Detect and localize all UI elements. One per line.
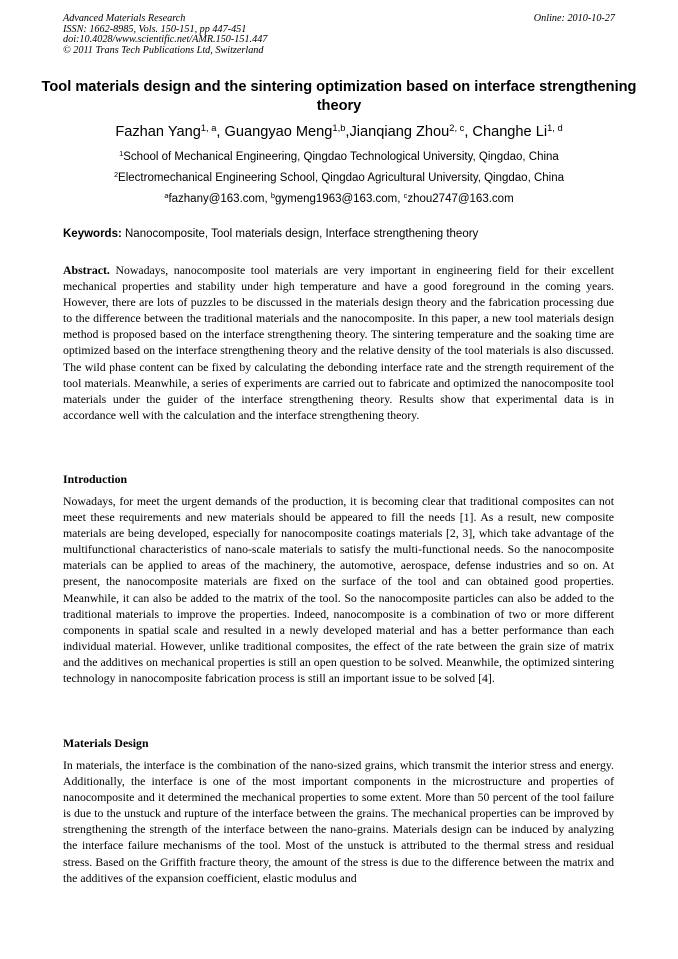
author bbox=[115, 124, 224, 140]
author-affiliation-mark: 1, d bbox=[547, 122, 563, 133]
issn-line: ISSN: 1662-8985, Vols. 150-151, pp 447-451 bbox=[63, 23, 247, 35]
abstract-label: Abstract. bbox=[63, 263, 110, 277]
author-name: Jianqiang Zhou bbox=[349, 124, 450, 140]
email-list bbox=[30, 192, 648, 206]
abstract-text: Nowadays, nanocomposite tool materials are very important in engineering field for their excellent mechanical properties and stability under high temperature and have a good foreground in the coming years. However, there are lots of puzzles to be discussed in the materials design theory and the fabrication processing due to the difference between the traditional materials and the nanocomposite. In this paper, a new tool materials design method is proposed based on the interface strengthening theory. The sintering temperature and the soaking time are optimized based on the interface strengthening theory and the relative density of the tool materials is also discussed. The wild phase content can be fixed by calculating the debonding interface rate and the strength requirement of the tool materials. Meanwhile, a series of experiments are carried out to fabricate and optimized the nanocomposite tool materials under the guider of the interface strengthening theory. Results show that experimental data is in accordance well with the calculation and the interface strengthening theory. bbox=[63, 263, 614, 422]
email: fazhany@163.com, bbox=[168, 193, 271, 205]
keywords bbox=[63, 227, 623, 241]
section-body-materials-design: In materials, the interface is the combination of the nano-sized grains, which transmit the interior stress and energy. Additionally, the interface is one of the most important components in the microstructure and properties of nanocomposite and it determined the mechanical properties to some extent. More than 50 percent of the tool failure is due to the unstuck and rupture of the interface between the grains. The mechanical properties can be improved by strengthening the strength of the interface between the nano-grains. Materials design can be induced by analyzing the interface failure mechanisms of the tool. Most of the unstuck is attributed to the thermal stress and residual stress. Based on the Griffith fracture theory, the amount of the stress is due to the difference between the matrix and the additives of the expansion coefficient, elastic modulus and bbox=[63, 758, 614, 885]
author bbox=[225, 124, 350, 140]
author-affiliation-mark: 1, a bbox=[200, 122, 217, 133]
section-heading-materials-design: Materials Design bbox=[63, 736, 149, 750]
affiliation bbox=[30, 171, 648, 185]
affiliation-text: Electromechanical Engineering School, Qingdao Agricultural University, Qingdao, China bbox=[118, 172, 565, 184]
affiliation-mark: 2 bbox=[113, 169, 119, 179]
affiliation bbox=[30, 150, 648, 164]
section-body-introduction: Nowadays, for meet the urgent demands of the production, it is becoming clear that traditional composites can not meet these requirements and new materials should be appeared to fill the needs [1]. As a result, new composite materials are being developed, especially for nanocomposite coatings materials [2, 3], which take advantage of the multifunctional characteristics of nano-scale materials to satisfy the multi-functional needs. So the nanocomposite materials can be applied to areas of the machinery, the automotive, aerospace, defense industries and so on. At present, the nanocomposite materials are fixed on the surface of the tool and can obtained good properties. Meanwhile, it can also be added to the matrix of the tool. So the nanocomposite particles can also be added to the traditional materials to improve the properties. Indeed, nanocomposite is a combination of two or more different components in spatial scale and resulted in a newly developed material and has a better performance than each individual material. However, unlike traditional composites, the effect of the rate between the grain size of matrix and the additives on mechanical properties is still an open question to be solved. Meanwhile, the optimized sintering technology in nanocomposite fabrication process is still an important issue to be solved [4]. bbox=[63, 494, 614, 686]
copyright-line: © 2011 Trans Tech Publications Ltd, Switzerland bbox=[63, 44, 264, 56]
journal-header bbox=[63, 14, 615, 56]
affiliation-mark: 1 bbox=[119, 148, 124, 158]
keywords-label: Keywords: bbox=[63, 228, 122, 240]
author-affiliation-mark: 1,b bbox=[332, 122, 346, 133]
author-separator: , bbox=[345, 124, 350, 140]
author bbox=[349, 124, 472, 140]
keywords-text: Nanocomposite, Tool materials design, Interface strengthening theory bbox=[125, 228, 479, 240]
author-list bbox=[30, 123, 648, 141]
author-name: Guangyao Meng bbox=[224, 124, 333, 140]
email: zhou2747@163.com bbox=[407, 193, 514, 205]
email: gymeng1963@163.com, bbox=[274, 193, 404, 205]
affiliation-text: School of Mechanical Engineering, Qingdao Technological University, Qingdao, China bbox=[123, 151, 559, 163]
author-separator: , bbox=[216, 124, 225, 140]
email-mark: c bbox=[403, 190, 408, 200]
online-date: Online: 2010-10-27 bbox=[533, 13, 615, 24]
email-mark: b bbox=[270, 190, 275, 200]
journal-name: Advanced Materials Research bbox=[63, 13, 186, 24]
author-affiliation-mark: 2, c bbox=[449, 122, 465, 133]
section-heading-introduction: Introduction bbox=[63, 472, 128, 486]
email-mark: a bbox=[164, 190, 169, 200]
author-separator: , bbox=[464, 124, 473, 140]
doi-line: doi:10.4028/www.scientific.net/AMR.150-151.447 bbox=[63, 34, 268, 46]
paper-title: Tool materials design and the sintering optimization based on interface strengthening theory bbox=[41, 79, 637, 114]
author-name: Fazhan Yang bbox=[115, 124, 201, 140]
abstract bbox=[63, 262, 614, 423]
author-name: Changhe Li bbox=[472, 124, 548, 140]
author bbox=[472, 124, 562, 140]
